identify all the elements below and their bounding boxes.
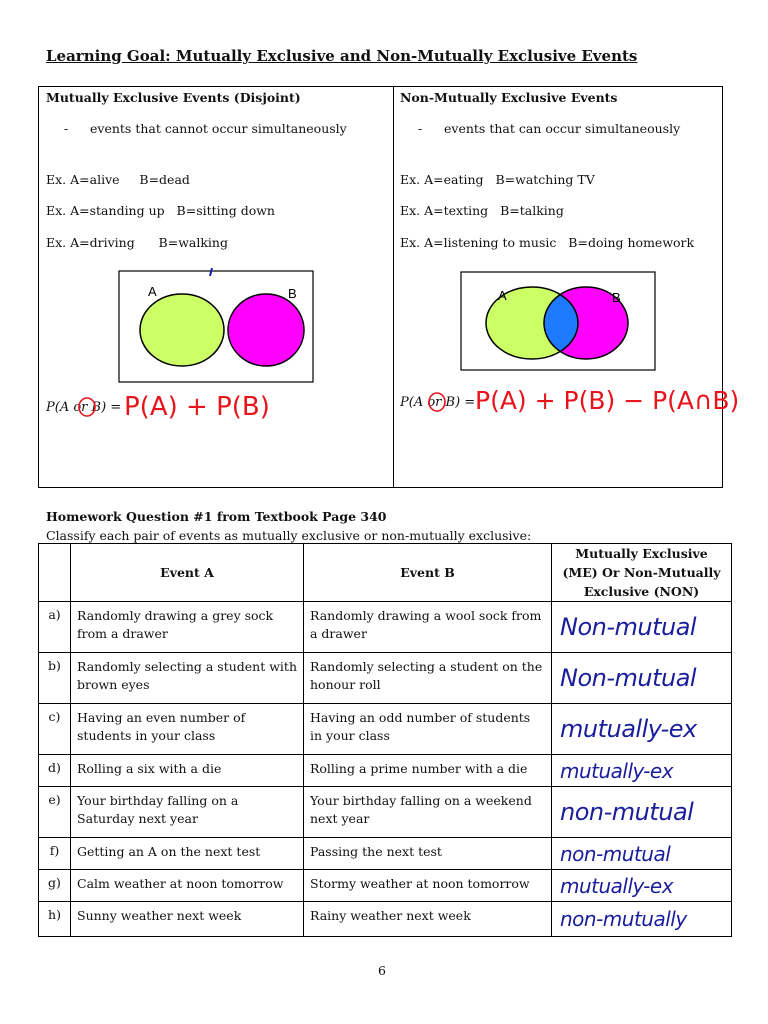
bullet-dash: - (64, 121, 69, 136)
venn-label-b: B (612, 290, 621, 305)
homework-instruction: Classify each pair of events as mutually exclusive or non-mutually exclusive: (46, 528, 532, 543)
handwritten-answer: Non-mutual (560, 664, 697, 692)
table-row (39, 902, 732, 937)
answer-cell (552, 755, 732, 787)
homework-heading: Homework Question #1 from Textbook Page 340 (46, 509, 387, 524)
column-divider (393, 86, 394, 487)
non-mutually-exclusive-heading: Non-Mutually Exclusive Events (400, 90, 618, 105)
bullet-dash: - (418, 121, 423, 136)
example-2: Ex. A=texting B=talking (400, 203, 564, 218)
venn-label-a: A (148, 284, 157, 299)
right-handwritten-formula: P(A) + P(B) − P(A∩B) (475, 386, 740, 415)
answer-cell (552, 602, 732, 653)
handwritten-answer: non-mutual (560, 841, 671, 866)
row-letter: d) (39, 755, 71, 787)
event-b-cell: Randomly drawing a wool sock from a drawer (304, 602, 552, 653)
definition-text: events that can occur simultaneously (444, 121, 681, 136)
venn-label-a: A (498, 288, 507, 303)
row-letter: e) (39, 787, 71, 838)
page-title: Learning Goal: Mutually Exclusive and Non-Mutually Exclusive Events (46, 47, 638, 65)
or-circle-mark (76, 396, 98, 418)
handwritten-answer: mutually-ex (560, 715, 697, 743)
row-letter: b) (39, 653, 71, 704)
venn-label-b: B (288, 286, 297, 301)
overlapping-venn-diagram (460, 270, 658, 372)
disjoint-venn-diagram (118, 268, 318, 384)
venn-circle-a (140, 294, 224, 366)
non-mutually-exclusive-definition (418, 121, 680, 136)
event-b-cell: Stormy weather at noon tomorrow (304, 870, 552, 902)
row-letter: f) (39, 838, 71, 870)
example-1: Ex. A=alive B=dead (46, 172, 190, 187)
header-event-b: Event B (304, 544, 552, 602)
table-header-row (39, 544, 732, 602)
table-row (39, 602, 732, 653)
handwritten-answer: mutually-ex (560, 758, 674, 783)
event-a-cell: Randomly drawing a grey sock from a drawer (71, 602, 304, 653)
row-letter: a) (39, 602, 71, 653)
handwritten-answer: mutually-ex (560, 873, 674, 898)
answer-cell (552, 653, 732, 704)
left-formula-label: P(A or B) = (46, 400, 122, 415)
event-b-cell: Rolling a prime number with a die (304, 755, 552, 787)
event-a-cell: Calm weather at noon tomorrow (71, 870, 304, 902)
handwritten-answer: non-mutually (560, 907, 687, 931)
table-row (39, 870, 732, 902)
example-3: Ex. A=driving B=walking (46, 235, 228, 250)
definition-text: events that cannot occur simultaneously (90, 121, 347, 136)
event-a-cell: Randomly selecting a student with brown eyes (71, 653, 304, 704)
table-row (39, 653, 732, 704)
header-classification: Mutually Exclusive (ME) Or Non-Mutually Exclusive (NON) (552, 544, 732, 602)
event-b-cell: Rainy weather next week (304, 902, 552, 937)
answer-cell (552, 838, 732, 870)
or-circle-mark (426, 391, 448, 413)
answer-cell (552, 704, 732, 755)
event-b-cell: Passing the next test (304, 838, 552, 870)
page-number: 6 (378, 963, 386, 978)
event-a-cell: Getting an A on the next test (71, 838, 304, 870)
event-a-cell: Rolling a six with a die (71, 755, 304, 787)
table-row (39, 838, 732, 870)
handwritten-answer: non-mutual (560, 798, 694, 826)
table-row (39, 755, 732, 787)
handwritten-answer: Non-mutual (560, 613, 697, 641)
header-letter (39, 544, 71, 602)
row-letter: g) (39, 870, 71, 902)
right-formula-label: P(A or B) = (400, 395, 476, 410)
left-handwritten-formula: P(A) + P(B) (124, 392, 270, 422)
answer-cell (552, 870, 732, 902)
venn-circle-b (228, 294, 304, 366)
mutually-exclusive-definition (64, 121, 347, 136)
mutually-exclusive-heading: Mutually Exclusive Events (Disjoint) (46, 90, 301, 105)
event-a-cell: Having an even number of students in your class (71, 704, 304, 755)
table-row (39, 787, 732, 838)
example-2: Ex. A=standing up B=sitting down (46, 203, 275, 218)
row-letter: h) (39, 902, 71, 937)
event-a-cell: Sunny weather next week (71, 902, 304, 937)
answer-cell (552, 787, 732, 838)
event-b-cell: Having an odd number of students in your class (304, 704, 552, 755)
header-event-a: Event A (71, 544, 304, 602)
event-b-cell: Your birthday falling on a weekend next year (304, 787, 552, 838)
example-3: Ex. A=listening to music B=doing homework (400, 235, 695, 250)
answer-cell (552, 902, 732, 937)
example-1: Ex. A=eating B=watching TV (400, 172, 595, 187)
row-letter: c) (39, 704, 71, 755)
classification-table (38, 543, 732, 937)
event-b-cell: Randomly selecting a student on the honour roll (304, 653, 552, 704)
table-row (39, 704, 732, 755)
event-a-cell: Your birthday falling on a Saturday next year (71, 787, 304, 838)
